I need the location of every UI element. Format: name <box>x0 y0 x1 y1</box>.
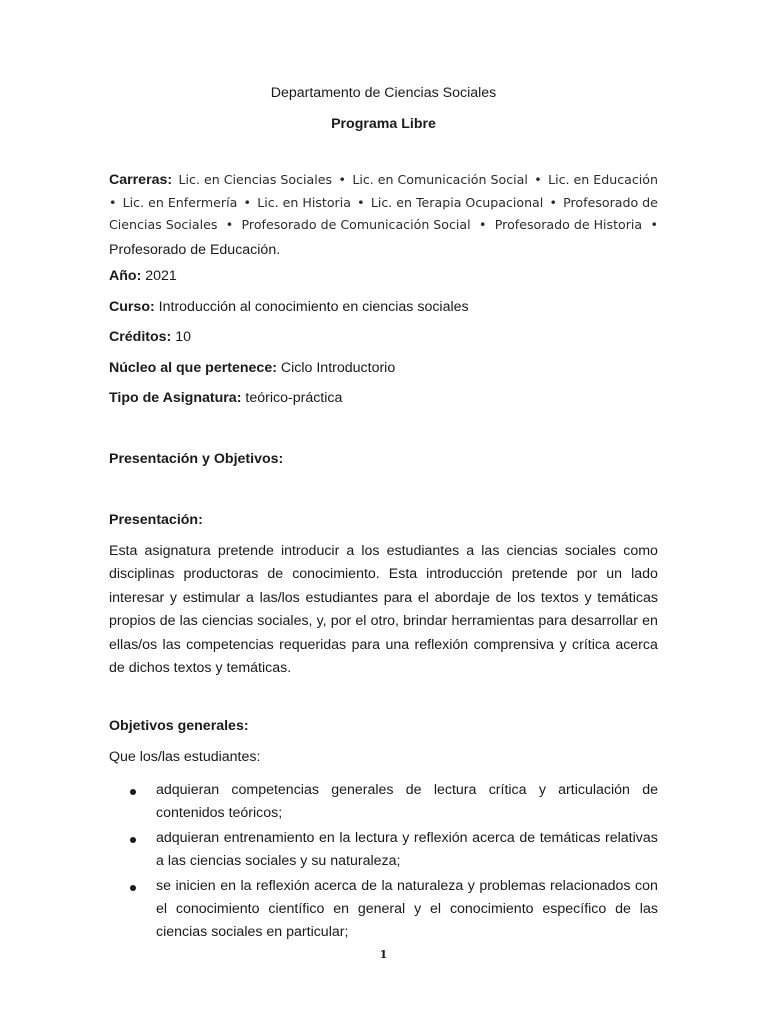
word: los <box>517 589 536 606</box>
word: acerca <box>314 877 357 894</box>
word: productoras <box>183 566 259 583</box>
word: asignatura <box>144 543 211 559</box>
bullet-icon <box>130 837 136 843</box>
word: Esta <box>388 566 418 583</box>
year-value: 2021 <box>145 268 177 284</box>
word: la <box>381 877 393 894</box>
core-field <box>109 360 658 376</box>
word: a <box>346 543 355 559</box>
course-field <box>109 299 658 315</box>
department-heading: Departamento de Ciencias Sociales <box>270 85 497 101</box>
word: generales <box>331 782 394 798</box>
word: una <box>385 636 410 653</box>
word: Esta <box>109 543 138 559</box>
credits-field <box>109 329 658 345</box>
career-item: Lic. en Historia <box>257 194 351 210</box>
word: introducción <box>426 566 503 583</box>
word: a <box>466 543 475 559</box>
word: temáticas <box>597 589 658 606</box>
core-label: Núcleo al que pertenece: <box>109 360 277 376</box>
word: las <box>179 613 198 630</box>
word: en <box>319 829 335 846</box>
word: general <box>357 900 406 917</box>
year-field <box>109 268 658 284</box>
word: crítica <box>488 782 527 798</box>
word: conocimiento <box>449 900 534 917</box>
word: relacionados <box>550 877 631 894</box>
text-line: ciencias sociales en particular; <box>156 924 349 941</box>
word: reflexión <box>255 877 310 894</box>
word: introducir <box>280 543 340 559</box>
word: de <box>405 782 422 798</box>
word: relativas <box>605 829 658 846</box>
objective-item <box>109 827 658 874</box>
word: herramientas <box>451 613 535 630</box>
document-page <box>109 0 658 1024</box>
word: textos <box>540 589 579 606</box>
text-line <box>109 610 658 633</box>
career-separator: • <box>549 194 557 210</box>
word: por <box>576 566 598 583</box>
career-separator: • <box>650 217 658 232</box>
word: crítica <box>572 636 610 653</box>
word: de <box>495 589 512 606</box>
word: entrenamiento <box>223 829 315 846</box>
word: sociales <box>564 543 617 559</box>
career-item: Ciencias Sociales <box>109 217 218 232</box>
word: un <box>606 566 623 583</box>
word: como <box>623 543 658 559</box>
word: pretende <box>217 543 274 559</box>
objective-item <box>109 875 658 945</box>
careers-line-4: Profesorado de Educación. <box>109 241 281 258</box>
careers-line-2 <box>109 192 658 215</box>
word: adquieran <box>156 782 220 798</box>
text-line <box>156 898 658 921</box>
word: de <box>519 829 536 846</box>
text-line: a las ciencias sociales y su naturaleza; <box>156 853 401 870</box>
word: de <box>159 613 176 630</box>
word: propios <box>109 613 156 630</box>
word: y <box>402 829 410 846</box>
word: en <box>333 900 350 917</box>
text-line <box>109 563 658 586</box>
word: reflexión <box>414 636 469 653</box>
word: desarrollar <box>570 613 638 630</box>
word: interesar <box>109 589 165 606</box>
career-item: Profesorado de Comunicación Social <box>241 217 471 232</box>
word: y <box>584 589 592 606</box>
word: abordaje <box>434 589 490 606</box>
word: y, <box>316 613 327 630</box>
presentation-heading: Presentación: <box>109 512 203 528</box>
word: con <box>634 877 658 894</box>
course-label: Curso: <box>109 299 155 315</box>
career-separator: • <box>243 194 251 210</box>
word: las <box>481 543 500 559</box>
subject-type-field <box>109 390 658 406</box>
year-label: Año: <box>109 268 142 284</box>
careers-line-3 <box>109 214 658 237</box>
word: y <box>467 877 475 894</box>
word: pretende <box>511 566 568 583</box>
word: competencias <box>231 782 319 798</box>
core-value: Ciclo Introductorio <box>280 360 396 376</box>
word: para <box>351 636 380 653</box>
word: las <box>162 636 181 653</box>
word: ellas/os <box>109 636 158 653</box>
word: inicien <box>175 877 216 894</box>
course-value: Introducción al conocimiento en ciencias sociales <box>158 299 469 315</box>
career-item: Profesorado de <box>563 194 658 210</box>
career-separator: • <box>109 194 117 210</box>
general-objectives-heading: Objetivos generales: <box>109 718 249 734</box>
bullet-icon <box>130 789 136 795</box>
career-item: Profesorado de Historia <box>494 217 643 232</box>
subject-type-value: teórico-práctica <box>245 390 343 406</box>
word: adquieran <box>156 829 220 846</box>
word: brindar <box>403 613 448 630</box>
word: ciencias <box>506 543 558 559</box>
word: otro, <box>370 613 399 630</box>
text-line <box>109 587 658 610</box>
word: disciplinas <box>109 566 175 583</box>
presentation-paragraph <box>109 540 658 680</box>
objectives-list <box>109 779 658 946</box>
word: lectura <box>433 782 477 798</box>
word: conocimiento. <box>292 566 380 583</box>
word: requeridas <box>279 636 347 653</box>
word: para <box>383 589 413 606</box>
word: y <box>169 589 177 606</box>
word: los <box>361 543 380 559</box>
subject-type-label: Tipo de Asignatura: <box>109 390 242 406</box>
careers-block <box>109 169 658 261</box>
word: la <box>339 829 351 846</box>
text-line <box>109 634 658 657</box>
objective-item <box>109 779 658 826</box>
word: la <box>240 877 252 894</box>
word: de <box>642 782 658 798</box>
text-line <box>156 779 658 802</box>
text-line: de dichos textos y temáticas. <box>109 659 292 676</box>
word: el <box>430 900 442 917</box>
word: naturaleza <box>396 877 464 894</box>
credits-value: 10 <box>175 329 192 345</box>
career-separator: • <box>479 217 487 232</box>
word: competencias <box>186 636 274 653</box>
word: científico <box>268 900 325 917</box>
word: sociales, <box>257 613 313 630</box>
careers-line-1 <box>109 169 658 192</box>
word: en <box>642 613 658 630</box>
word: acerca <box>615 636 658 653</box>
word: y <box>414 900 422 917</box>
word: articulación <box>558 782 630 798</box>
word: por <box>330 613 352 630</box>
word: y <box>538 782 546 798</box>
careers-label: Carreras: <box>109 172 173 188</box>
word: específico <box>542 900 607 917</box>
word: se <box>156 877 171 894</box>
word: de <box>267 566 284 583</box>
career-item: Lic. en Comunicación Social <box>352 172 528 187</box>
word: y <box>559 636 567 653</box>
credits-label: Créditos: <box>109 329 172 345</box>
word: temáticas <box>539 829 601 846</box>
career-item: Lic. en Enfermería <box>122 194 238 210</box>
text-line <box>156 875 658 898</box>
word: estudiantes <box>386 543 460 559</box>
career-item: Lic. en Terapia Ocupacional <box>370 194 544 210</box>
word: lado <box>631 566 658 583</box>
text-line <box>109 540 658 563</box>
career-separator: • <box>357 194 365 210</box>
word: de <box>615 900 631 917</box>
text-line <box>156 827 658 850</box>
word: el <box>156 900 168 917</box>
word: a <box>245 589 254 606</box>
career-item: Lic. en Ciencias Sociales <box>178 172 333 187</box>
bullet-icon <box>130 885 136 891</box>
word: conocimiento <box>175 900 260 917</box>
career-separator: • <box>338 172 346 187</box>
word: el <box>355 613 367 630</box>
career-item: Lic. en Educación <box>548 172 658 187</box>
career-separator: • <box>534 172 542 187</box>
program-title: Programa Libre <box>331 116 436 132</box>
word: problemas <box>479 877 546 894</box>
students-intro: Que los/las estudiantes: <box>109 749 261 765</box>
word: para <box>538 613 567 630</box>
presentation-objectives-heading: Presentación y Objetivos: <box>109 451 284 467</box>
word: las <box>639 900 658 917</box>
word: de <box>361 877 377 894</box>
word: el <box>417 589 429 606</box>
career-separator: • <box>225 217 234 232</box>
text-line: contenidos teóricos; <box>156 805 283 822</box>
word: estudiantes <box>305 589 379 606</box>
word: en <box>220 877 236 894</box>
word: ciencias <box>201 613 254 630</box>
word: las/los <box>259 589 300 606</box>
word: reflexión <box>413 829 468 846</box>
word: comprensiva <box>473 636 555 653</box>
page-number: 1 <box>379 948 388 961</box>
word: estimular <box>182 589 241 606</box>
word: lectura <box>355 829 398 846</box>
word: acerca <box>472 829 515 846</box>
